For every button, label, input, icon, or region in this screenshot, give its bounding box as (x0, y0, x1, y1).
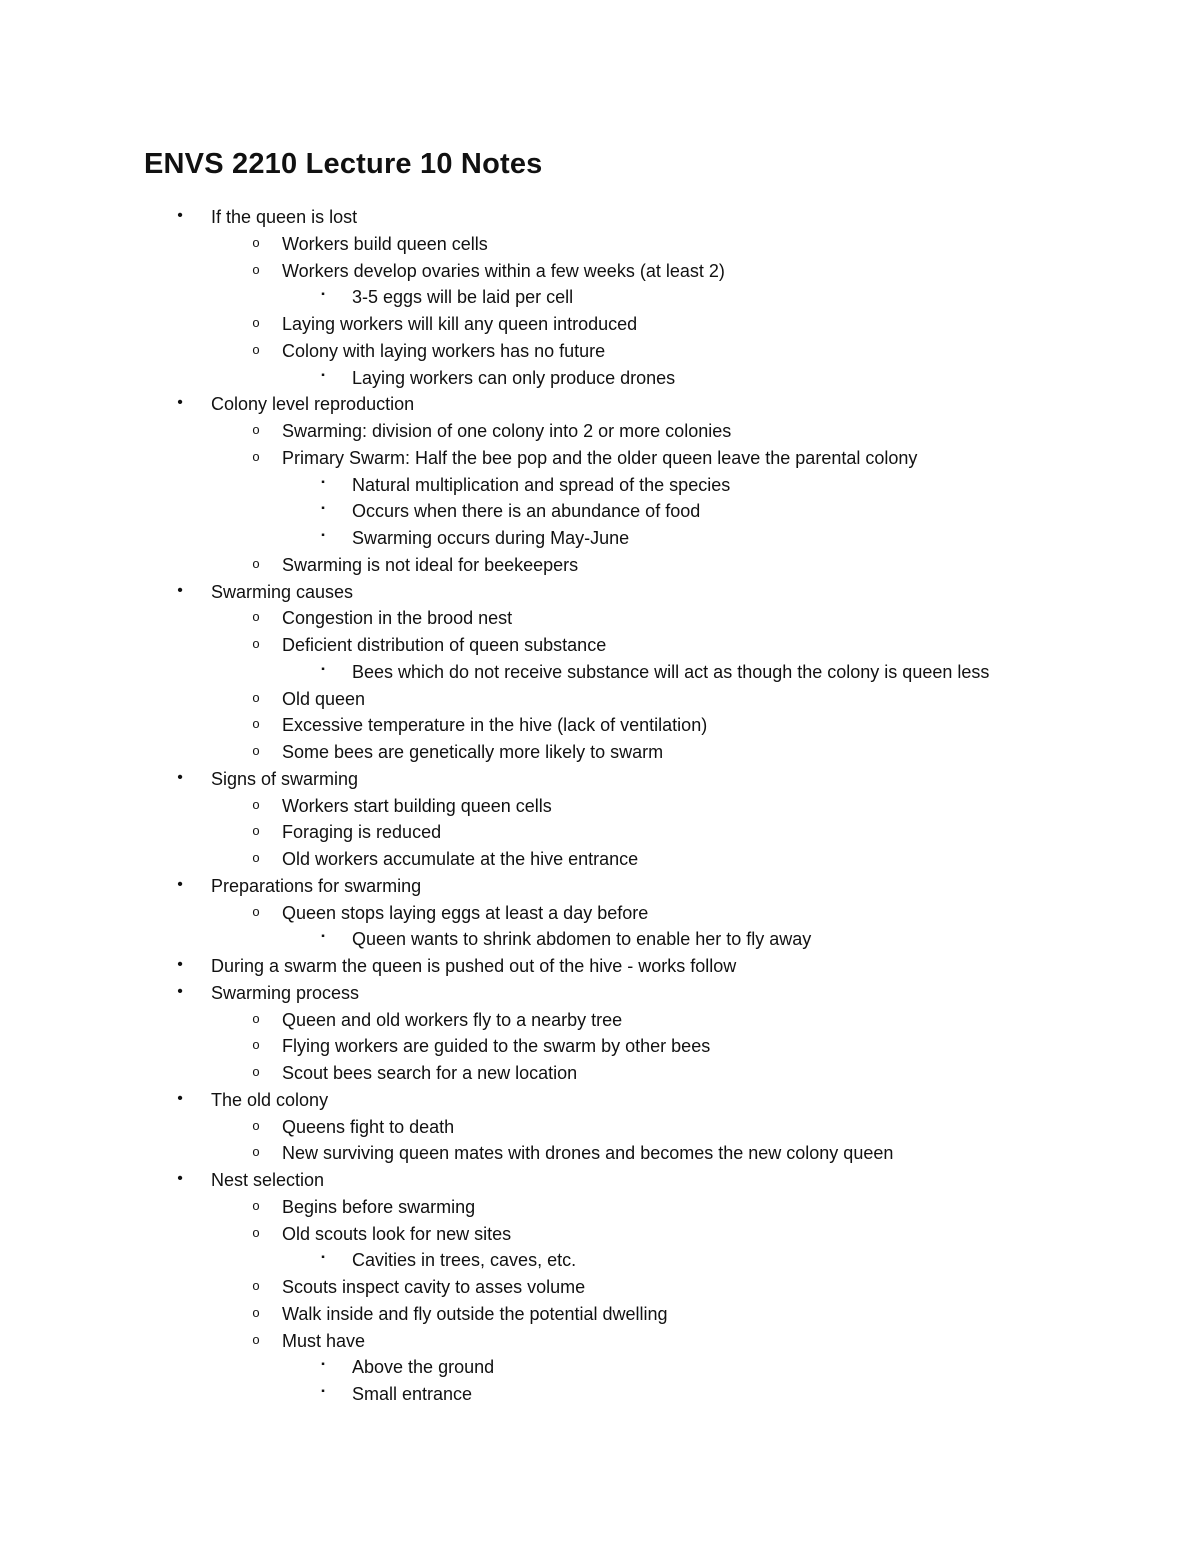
note-item-level-2 (0, 445, 1200, 472)
note-text: Colony level reproduction (211, 394, 415, 415)
note-item-level-2 (0, 819, 1200, 846)
note-text: Workers start building queen cells (282, 795, 552, 816)
note-item-level-3 (0, 1381, 1200, 1408)
note-item-level-2 (0, 552, 1200, 579)
note-text: Congestion in the brood nest (282, 608, 513, 629)
note-item-level-3 (0, 926, 1200, 953)
note-item-level-3 (0, 284, 1200, 311)
note-text: If the queen is lost (211, 207, 358, 227)
note-text: Laying workers can only produce drones (352, 367, 676, 388)
bullet-level-1-icon: • (177, 394, 183, 412)
note-item-level-1 (0, 1167, 1200, 1194)
note-item-level-3 (0, 659, 1200, 686)
note-item-level-2 (0, 1194, 1200, 1221)
note-item-level-2 (0, 1007, 1200, 1034)
note-item-level-1 (0, 980, 1200, 1007)
bullet-level-2-icon: o (252, 1197, 260, 1213)
note-text: Laying workers will kill any queen introduced (282, 314, 638, 334)
bullet-level-2-icon: o (252, 1331, 260, 1347)
note-item-level-2 (0, 1274, 1200, 1301)
bullet-level-2-icon: o (252, 1304, 260, 1320)
bullet-level-2-icon: o (252, 341, 260, 357)
note-text: Bees which do not receive substance will act as though the colony is queen less (352, 661, 990, 682)
bullet-level-3-icon: ▪ (321, 369, 325, 381)
bullet-level-1-icon: • (177, 581, 183, 599)
note-text: Above the ground (352, 1357, 495, 1378)
note-item-level-2 (0, 1301, 1200, 1328)
note-item-level-2 (0, 1060, 1200, 1087)
note-text: Preparations for swarming (211, 875, 422, 896)
note-item-level-1 (0, 953, 1200, 980)
bullet-level-2-icon: o (252, 1010, 260, 1026)
bullet-level-2-icon: o (252, 1224, 260, 1240)
bullet-level-3-icon: ▪ (321, 931, 325, 943)
note-text: Old scouts look for new sites (282, 1223, 512, 1244)
notes-outline (0, 204, 1200, 1408)
note-text: Nest selection (211, 1170, 325, 1190)
bullet-level-1-icon: • (177, 1170, 183, 1187)
bullet-level-1-icon: • (177, 982, 183, 1000)
note-text: Flying workers are guided to the swarm by other bees (282, 1036, 711, 1057)
note-item-level-1 (0, 204, 1200, 231)
bullet-level-3-icon: ▪ (321, 289, 325, 301)
note-item-level-1 (0, 579, 1200, 606)
bullet-level-3-icon: ▪ (321, 1252, 325, 1264)
bullet-level-3-icon: ▪ (321, 1386, 325, 1397)
note-item-level-1 (0, 391, 1200, 418)
note-item-level-2 (0, 231, 1200, 258)
bullet-level-2-icon: o (252, 1278, 260, 1293)
note-text: Occurs when there is an abundance of food (352, 501, 701, 522)
note-text: Signs of swarming (211, 768, 359, 789)
note-item-level-3 (0, 498, 1200, 525)
note-text: Primary Swarm: Half the bee pop and the older queen leave the parental colony (282, 447, 918, 468)
note-item-level-2 (0, 258, 1200, 285)
note-text: Workers build queen cells (282, 233, 488, 254)
bullet-level-2-icon: o (252, 261, 260, 277)
note-text: Scouts inspect cavity to asses volume (282, 1277, 586, 1297)
note-text: Foraging is reduced (282, 822, 442, 843)
bullet-level-3-icon: ▪ (321, 530, 325, 541)
bullet-level-1-icon: • (177, 207, 183, 224)
bullet-level-2-icon: o (252, 1064, 260, 1079)
bullet-level-2-icon: o (252, 555, 260, 571)
note-item-level-2 (0, 739, 1200, 766)
note-text: Excessive temperature in the hive (lack of ventilation) (282, 715, 708, 736)
bullet-level-3-icon: ▪ (321, 476, 325, 488)
note-text: Some bees are genetically more likely to swarm (282, 742, 664, 762)
note-text: Small entrance (352, 1384, 473, 1404)
note-item-level-2 (0, 1221, 1200, 1248)
bullet-level-2-icon: o (252, 796, 260, 812)
note-item-level-3 (0, 365, 1200, 392)
bullet-level-2-icon: o (252, 234, 260, 250)
note-text: Scout bees search for a new location (282, 1063, 578, 1083)
note-text: Must have (282, 1330, 366, 1351)
bullet-level-2-icon: o (252, 689, 260, 705)
note-item-level-2 (0, 1033, 1200, 1060)
bullet-level-2-icon: o (252, 609, 260, 625)
bullet-level-3-icon: ▪ (321, 503, 325, 515)
note-text: Walk inside and fly outside the potential dwelling (282, 1303, 668, 1324)
bullet-level-3-icon: ▪ (321, 663, 325, 675)
note-item-level-3 (0, 1354, 1200, 1381)
note-item-level-2 (0, 686, 1200, 713)
bullet-level-1-icon: • (177, 768, 183, 786)
note-item-level-2 (0, 900, 1200, 927)
note-text: Queen and old workers fly to a nearby tree (282, 1009, 623, 1030)
bullet-level-1-icon: • (177, 956, 183, 973)
note-text: Natural multiplication and spread of the species (352, 474, 731, 495)
bullet-level-2-icon: o (252, 743, 260, 758)
document-title: ENVS 2210 Lecture 10 Notes (144, 148, 543, 180)
note-text: Deficient distribution of queen substance (282, 635, 607, 655)
note-text: Begins before swarming (282, 1196, 476, 1217)
bullet-level-2-icon: o (252, 636, 260, 651)
note-item-level-2 (0, 311, 1200, 338)
note-text: Colony with laying workers has no future (282, 340, 606, 361)
bullet-level-2-icon: o (252, 448, 260, 464)
note-item-level-2 (0, 793, 1200, 820)
note-item-level-2 (0, 418, 1200, 445)
note-text: Queen wants to shrink abdomen to enable her to fly away (352, 929, 812, 950)
note-text: The old colony (211, 1089, 329, 1110)
bullet-level-2-icon: o (252, 1037, 260, 1053)
bullet-level-2-icon: o (252, 716, 260, 732)
note-item-level-2 (0, 632, 1200, 659)
bullet-level-2-icon: o (252, 823, 260, 839)
note-text: Cavities in trees, caves, etc. (352, 1250, 577, 1271)
note-text: Old workers accumulate at the hive entrance (282, 849, 639, 869)
note-item-level-2 (0, 1328, 1200, 1355)
note-item-level-1 (0, 873, 1200, 900)
bullet-level-2-icon: o (252, 422, 260, 437)
bullet-level-2-icon: o (252, 850, 260, 865)
note-item-level-3 (0, 525, 1200, 552)
note-text: During a swarm the queen is pushed out of the hive - works follow (211, 956, 737, 976)
note-text: Workers develop ovaries within a few weeks (at least 2) (282, 260, 725, 281)
note-item-level-2 (0, 846, 1200, 873)
note-text: Swarming: division of one colony into 2 or more colonies (282, 421, 732, 441)
note-item-level-2 (0, 605, 1200, 632)
bullet-level-1-icon: • (177, 875, 183, 893)
bullet-level-2-icon: o (252, 1117, 260, 1133)
note-item-level-2 (0, 338, 1200, 365)
note-text: 3-5 eggs will be laid per cell (352, 287, 574, 308)
note-item-level-1 (0, 1087, 1200, 1114)
bullet-level-2-icon: o (252, 315, 260, 330)
note-item-level-3 (0, 1247, 1200, 1274)
note-item-level-2 (0, 712, 1200, 739)
note-text: Old queen (282, 688, 366, 709)
bullet-level-1-icon: • (177, 1089, 183, 1107)
note-item-level-3 (0, 472, 1200, 499)
note-text: New surviving queen mates with drones and becomes the new colony queen (282, 1143, 894, 1164)
note-text: Queens fight to death (282, 1116, 455, 1137)
note-text: Queen stops laying eggs at least a day before (282, 902, 649, 923)
note-text: Swarming is not ideal for beekeepers (282, 554, 579, 575)
bullet-level-2-icon: o (252, 1144, 260, 1160)
note-text: Swarming process (211, 982, 360, 1003)
bullet-level-3-icon: ▪ (321, 1359, 325, 1371)
note-item-level-2 (0, 1114, 1200, 1141)
note-text: Swarming causes (211, 581, 354, 602)
note-item-level-2 (0, 1140, 1200, 1167)
bullet-level-2-icon: o (252, 903, 260, 919)
note-item-level-1 (0, 766, 1200, 793)
note-text: Swarming occurs during May-June (352, 528, 630, 548)
